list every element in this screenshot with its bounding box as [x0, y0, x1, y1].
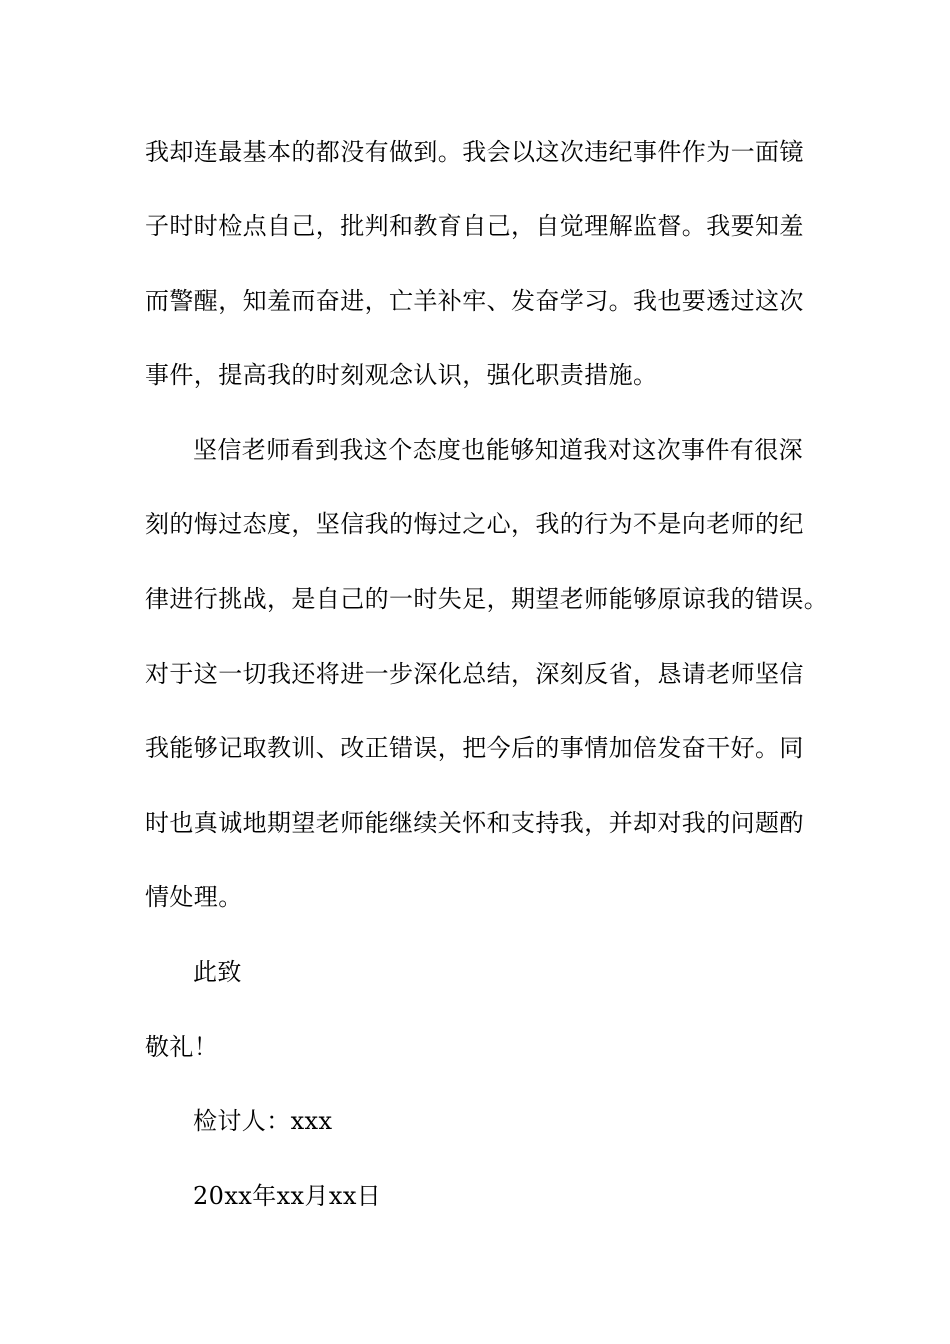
- salute-text: 敬礼！: [145, 1033, 219, 1061]
- body-line-11: 情处理。: [145, 883, 243, 911]
- body-line-7: 律进行挑战，是自己的一时失足，期望老师能够原谅我的错误。: [145, 585, 829, 613]
- body-line-2: 子时时检点自己，批判和教育自己，自觉理解监督。我要知羞: [145, 212, 804, 240]
- body-line-10: 时也真诚地期望老师能继续关怀和支持我，并却对我的问题酌: [145, 809, 804, 837]
- signature-text: 检讨人：xxx: [193, 1107, 333, 1135]
- body-line-8: 对于这一切我还将进一步深化总结，深刻反省，恳请老师坚信: [145, 660, 804, 688]
- closing-text: 此致: [193, 958, 242, 986]
- body-line-9: 我能够记取教训、改正错误，把今后的事情加倍发奋干好。同: [145, 734, 804, 762]
- body-line-6: 刻的悔过态度，坚信我的悔过之心，我的行为不是向老师的纪: [145, 510, 804, 538]
- body-line-5: 坚信老师看到我这个态度也能够知道我对这次事件有很深: [193, 436, 803, 464]
- body-line-1: 我却连最基本的都没有做到。我会以这次违纪事件作为一面镜: [145, 138, 804, 166]
- date-text: 20xx年xx月xx日: [193, 1182, 382, 1210]
- body-line-4: 事件，提高我的时刻观念认识，强化职责措施。: [145, 361, 658, 389]
- body-line-3: 而警醒，知羞而奋进，亡羊补牢、发奋学习。我也要透过这次: [145, 287, 804, 315]
